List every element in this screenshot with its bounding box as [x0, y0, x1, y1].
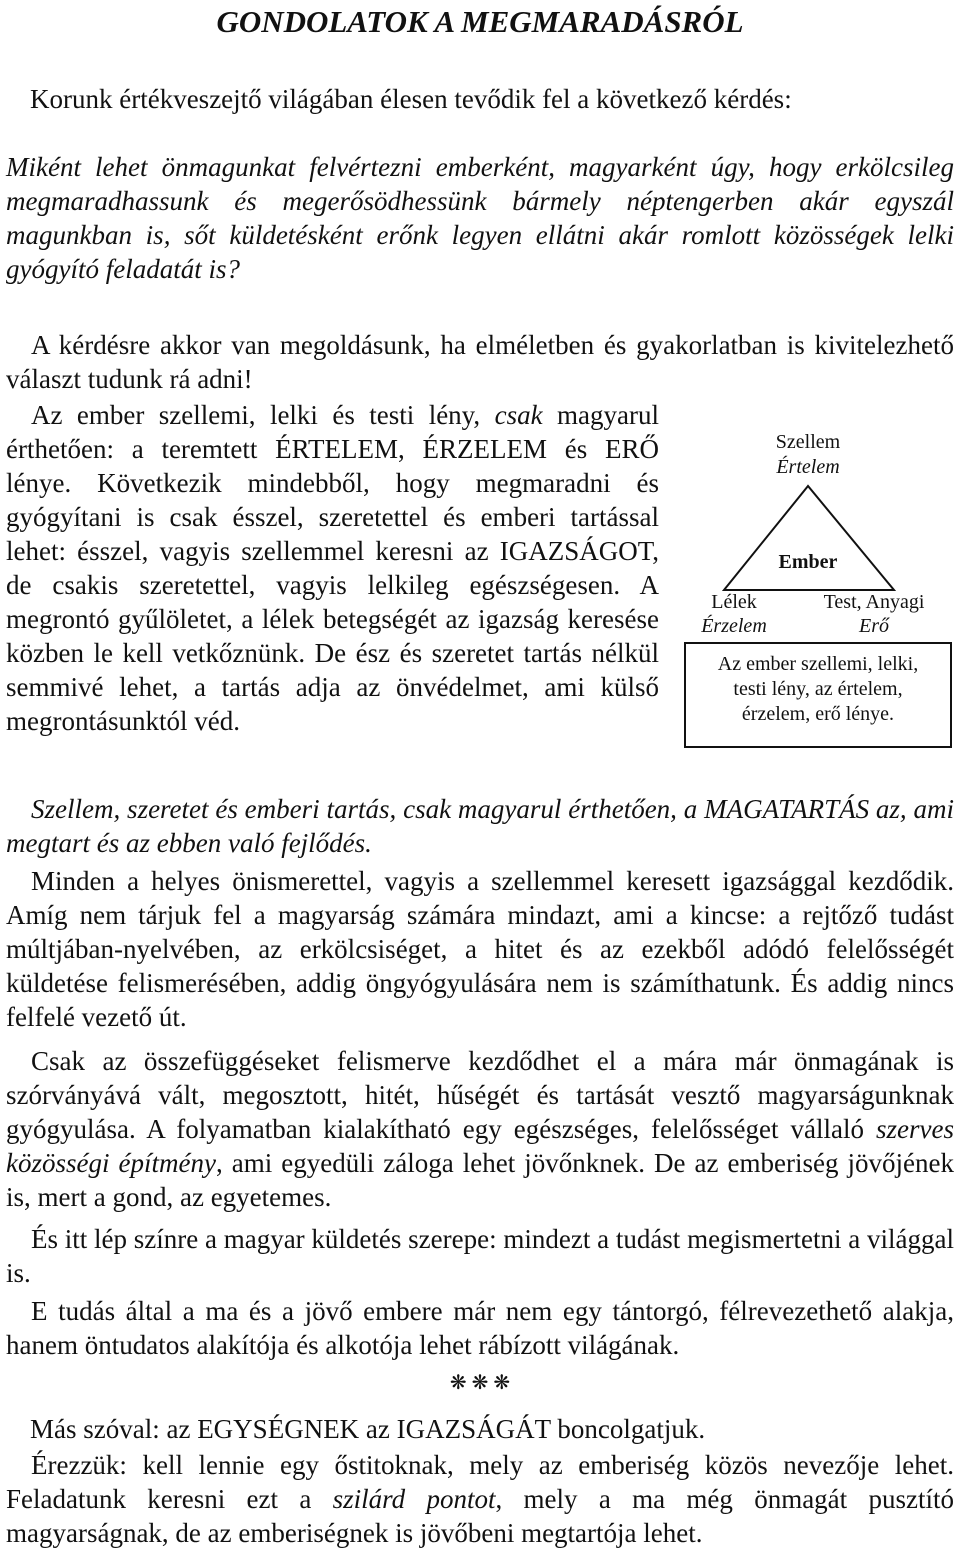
diagram-caption-line: testi lény, az értelem,: [733, 678, 903, 700]
csak-text-rest: , ami egyedüli záloga lehet jövőnknek. De az emberiség jövőjének is, mert a gond, az egyetemes.: [6, 1148, 954, 1212]
human-triangle-diagram: [684, 424, 956, 750]
diagram-caption-line: Az ember szellemi, lelki,: [717, 653, 919, 675]
answer-paragraph: A kérdésre akkor van megoldásunk, ha elméletben és gyakorlatban is kivitelezhető választ tudunk rá adni!: [6, 330, 954, 394]
diagram-top-label: Szellem: [775, 431, 841, 453]
intro-paragraph: Korunk értékveszejtő világában élesen tevődik fel a következő kérdés:: [30, 84, 792, 114]
wrapped-paragraph: [6, 398, 659, 738]
diagram-top-sublabel: Értelem: [776, 456, 840, 478]
ostitok-text-rest: , mely a ma még önmagát pusztító magyarságnak, de az emberiségnek is jövőbeni megtartója lehet.: [6, 1484, 954, 1548]
egyseg-paragraph: Más szóval: az EGYSÉGNEK az IGAZSÁGÁT boncolgatjuk.: [30, 1414, 706, 1444]
diagram-right-sublabel: Erő: [859, 615, 889, 637]
diagram-left-sublabel: Érzelem: [701, 615, 767, 637]
page-title: GONDOLATOK A MEGMARADÁSRÓL: [216, 4, 744, 39]
diagram-caption-box: [684, 642, 952, 748]
wrapped-text-italic: csak: [494, 400, 543, 430]
ostitok-text-italic: szilárd pontot: [332, 1484, 496, 1514]
diagram-center-label: Ember: [778, 551, 838, 573]
diagram-caption-line: érzelem, erő lénye.: [741, 703, 895, 725]
diagram-right-label: Test, Anyagi: [823, 591, 925, 613]
question-paragraph: Miként lehet önmagunkat felvértezni emberként, magyarként úgy, hogy erkölcsileg megmaradhassunk és megerősödhessünk bármely néptengerben akár egyszál magunkban is, sőt küldetésként erőnk legyen ellátni akár romlott közösségek lelki gyógyító feladatát is?: [6, 152, 954, 284]
csak-paragraph: [6, 1044, 954, 1214]
tudas-paragraph: E tudás által a ma és a jövő embere már nem egy tántorgó, félrevezethető alakja, hanem öntudatos alakítója és alkotója lehet rábízott világának.: [6, 1296, 954, 1360]
ostitok-text-start: Érezzük: kell lennie egy őstitoknak, mely az emberiség közös nevezője lehet. Feladatunk keresni ezt a: [6, 1450, 954, 1514]
csak-text-italic: szerves közösségi építmény: [6, 1114, 954, 1178]
kuldetes-paragraph: És itt lép színre a magyar küldetés szerepe: mindezt a tudást megismertetni a világgal is.: [6, 1224, 954, 1288]
wrapped-text-rest: magyarul érthetően: a teremtett ÉRTELEM, ÉRZELEM és ERŐ lénye. Következik mindebből, hogy megmaradni és gyógyítani is csak ésszel, szeretettel és emberi tartással lehet: ésszel, vagyis szellemmel keresni az IGAZSÁGOT, de csakis szeretettel, vagyis lelkileg egészségesen. A megrontó gyűlöletet, a lélek betegségét az igazság keresése közben le kell vetkőznünk. De ész és szeretet tartás nélkül semmivé lehet, a tartás adja az önvédelmet, ami külső megrontásunktól véd.: [6, 400, 659, 736]
csak-text-start: Csak az összefüggéseket felismerve kezdődhet el a mára már önmagának is szórványává vált, megosztott, hitét, hűségét és tartását vesztő magyarságunknak gyógyulása. A folyamatban kialakítható egy egészséges, felelősséget vállaló: [6, 1046, 954, 1144]
ostitok-paragraph: [6, 1448, 954, 1550]
magatartas-paragraph: Szellem, szeretet és emberi tartás, csak magyarul érthetően, a MAGATARTÁS az, ami megtart és az ebben való fejlődés.: [6, 794, 954, 858]
diagram-left-label: Lélek: [711, 591, 757, 613]
section-separator: ❋ ❋ ❋: [449, 1372, 511, 1394]
wrapped-text-start: Az ember szellemi, lelki és testi lény,: [31, 400, 495, 430]
triangle-outline: [724, 486, 894, 590]
minden-paragraph: Minden a helyes önismerettel, vagyis a szellemmel keresett igazsággal kezdődik. Amíg nem tárjuk fel a magyarság számára mindazt, ami a kincse: a rejtőző tudást múltjában-nyelvében, az erkölcsiséget, a hitet és az ezekből adódó felelősségét küldetése felismerésében, addig öngyógyulására nem is számíthatunk. És addig nincs felfelé vezető út.: [6, 866, 954, 1032]
